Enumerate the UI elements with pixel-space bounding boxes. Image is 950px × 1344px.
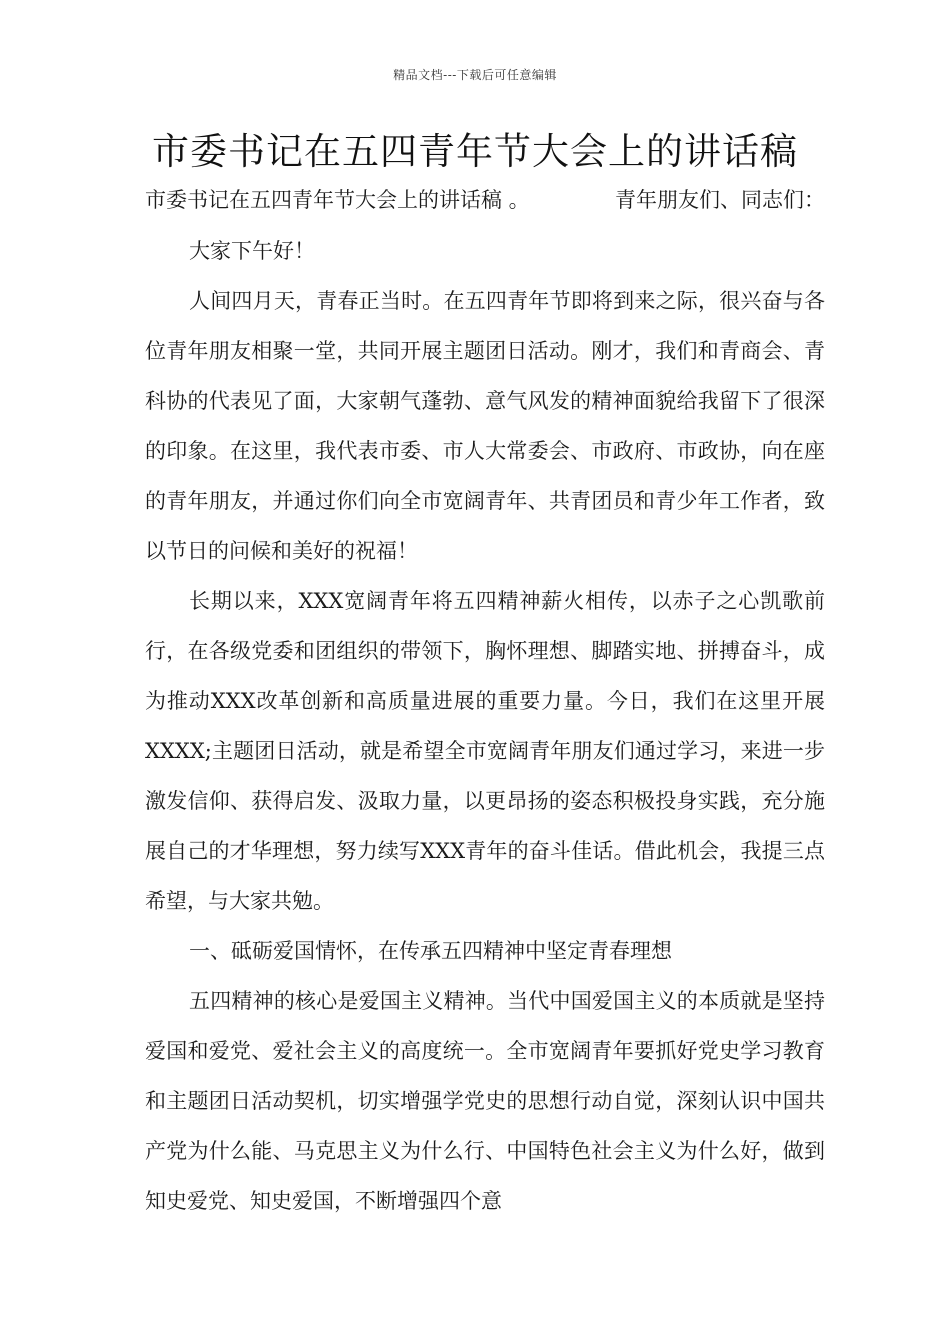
paragraph-opening: 人间四月天，青春正当时。在五四青年节即将到来之际，很兴奋与各位青年朋友相聚一堂，共同开展主题团日活动。刚才，我们和青商会、青科协的代表见了面，大家朝气蓬勃、意气风发的精神面貌给我留下了很深的印象。在这里，我代表市委、市人大常委会、市政府、市政协，向在座的青年朋友，并通过你们向全市宽阔青年、共青团员和青少年工作者，致以节日的问候和美好的祝福！ [145, 289, 825, 563]
paragraph-greeting: 大家下午好！ [189, 239, 315, 263]
paragraph-background: 长期以来，XXX宽阔青年将五四精神薪火相传，以赤子之心凯歌前行，在各级党委和团组织的带领下，胸怀理想、脚踏实地、拼搏奋斗，成为推动XXX改革创新和高质量进展的重要力量。今日，我们在这里开展XXXX;主题团日活动，就是希望全市宽阔青年朋友们通过学习，来进一步激发信仰、获得启发、汲取力量，以更昂扬的姿态积极投身实践，充分施展自己的才华理想，努力续写XXX青年的奋斗佳话。借此机会，我提三点希望，与大家共勉。 [145, 589, 825, 913]
section-heading-1: 一、砥砺爱国情怀，在传承五四精神中坚定青春理想 [189, 939, 672, 963]
paragraph-section-1: 五四精神的核心是爱国主义精神。当代中国爱国主义的本质就是坚持爱国和爱党、爱社会主义的高度统一。全市宽阔青年要抓好党史学习教育和主题团日活动契机，切实增强学党史的思想行动自觉，深刻认识中国共产党为什么能、马克思主义为什么行、中国特色社会主义为什么好，做到知史爱党、知史爱国，不断增强四个意 [145, 989, 825, 1213]
intro-line [145, 182, 825, 218]
salutation: 青年朋友们、同志们： [615, 188, 825, 212]
document-body [145, 182, 825, 1226]
header-note: 精品文档---下载后可任意编辑 [393, 68, 557, 82]
intro-title-reference: 市委书记在五四青年节大会上的讲话稿 。 [145, 188, 530, 212]
document-title: 市委书记在五四青年节大会上的讲话稿 [152, 130, 798, 173]
